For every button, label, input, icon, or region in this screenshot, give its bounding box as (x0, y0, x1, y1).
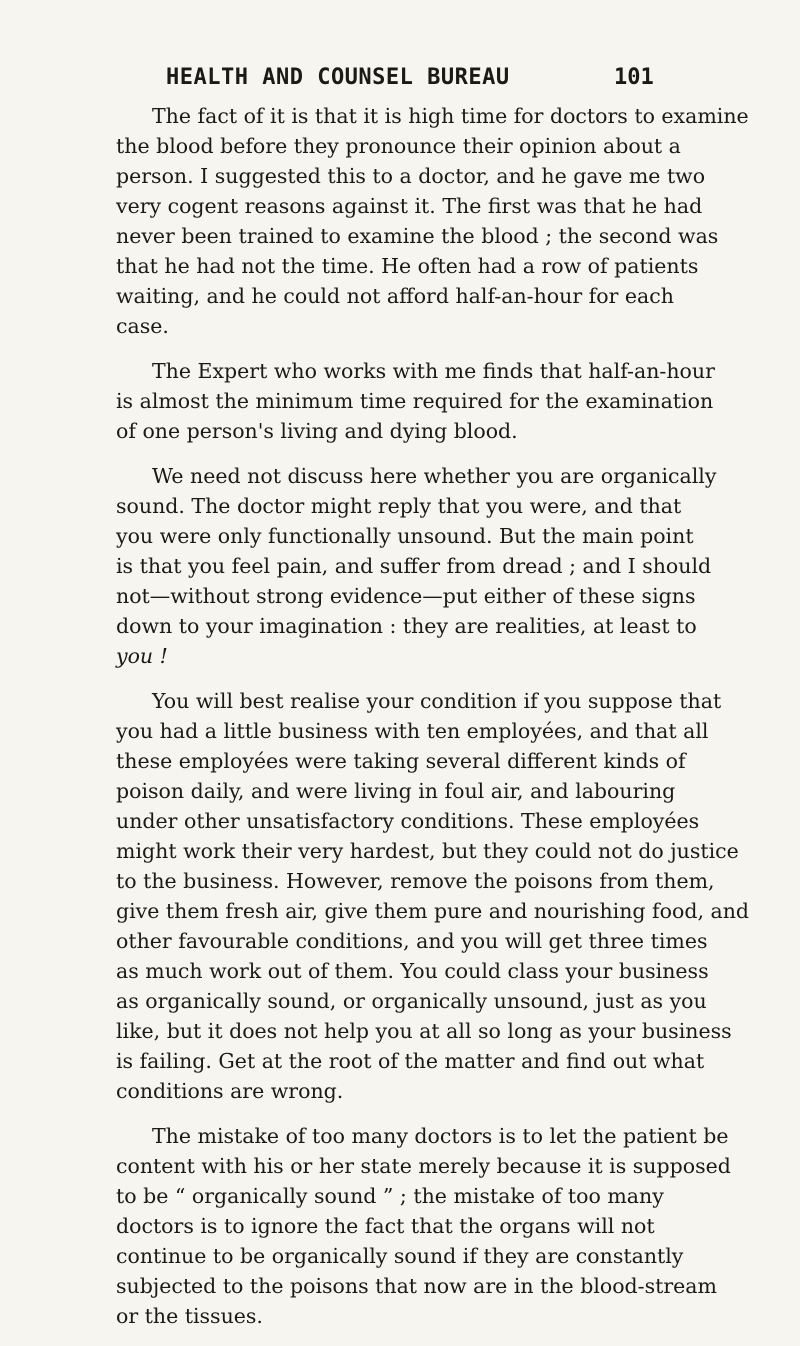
text-line: continue to be organically sound if they are constantly (116, 1244, 684, 1268)
text-line: you had a little business with ten employées, and that all (116, 719, 709, 743)
text-line: might work their very hardest, but they could not do justice (116, 839, 739, 863)
text-line: sound. The doctor might reply that you were, and that (116, 494, 682, 518)
running-title: HEALTH AND COUNSEL BUREAU (166, 65, 510, 90)
text-line: waiting, and he could not afford half-an-hour for each (116, 284, 674, 308)
text-line: as organically sound, or organically unsound, just as you (116, 989, 707, 1013)
text-line-emphasis: you ! (116, 644, 168, 668)
paragraph-3 (116, 461, 717, 671)
text-line: doctors is to ignore the fact that the organs will not (116, 1214, 655, 1238)
text-line: conditions are wrong. (116, 1079, 344, 1103)
text-line: The Expert who works with me finds that half-an-hour (152, 359, 715, 383)
text-line: or the tissues. (116, 1304, 263, 1328)
text-line: is almost the minimum time required for the examination (116, 389, 714, 413)
text-line: not—without strong evidence—put either of these signs (116, 584, 696, 608)
text-line: under other unsatisfactory conditions. These employées (116, 809, 700, 833)
text-line: like, but it does not help you at all so long as your business (116, 1019, 732, 1043)
text-line: these employées were taking several different kinds of (116, 749, 686, 773)
text-line: give them fresh air, give them pure and nourishing food, and (116, 899, 750, 923)
text-line: subjected to the poisons that now are in the blood-stream (116, 1274, 717, 1298)
page-number: 101 (614, 65, 654, 90)
text-line: The fact of it is that it is high time for doctors to examine (152, 104, 749, 128)
text-line: is that you feel pain, and suffer from dread ; and I should (116, 554, 712, 578)
text-line: You will best realise your condition if you suppose that (152, 689, 722, 713)
text-line: poison daily, and were living in foul air, and labouring (116, 779, 676, 803)
text-line: you were only functionally unsound. But the main point (116, 524, 694, 548)
text-line: is failing. Get at the root of the matter and find out what (116, 1049, 705, 1073)
text-line: other favourable conditions, and you will get three times (116, 929, 708, 953)
text-line: person. I suggested this to a doctor, and he gave me two (116, 164, 706, 188)
paragraph-4 (116, 686, 750, 1106)
paragraph-2 (116, 356, 715, 446)
running-head (0, 60, 800, 96)
text-line: never been trained to examine the blood ; the second was (116, 224, 719, 248)
text-line: down to your imagination : they are realities, at least to (116, 614, 697, 638)
text-line: as much work out of them. You could class your business (116, 959, 709, 983)
text-line: case. (116, 314, 169, 338)
body-text (116, 101, 750, 1346)
text-line: We need not discuss here whether you are organically (152, 464, 717, 488)
paragraph-5 (116, 1121, 731, 1331)
text-line: of one person's living and dying blood. (116, 419, 518, 443)
text-line: content with his or her state merely because it is supposed (116, 1154, 731, 1178)
text-line: the blood before they pronounce their opinion about a (116, 134, 681, 158)
text-line: to the business. However, remove the poisons from them, (116, 869, 715, 893)
paragraph-1 (116, 101, 749, 341)
text-line: that he had not the time. He often had a row of patients (116, 254, 699, 278)
text-line: very cogent reasons against it. The first was that he had (116, 194, 703, 218)
text-line: The mistake of too many doctors is to let the patient be (152, 1124, 729, 1148)
text-line: to be “ organically sound ” ; the mistake of too many (116, 1184, 664, 1208)
